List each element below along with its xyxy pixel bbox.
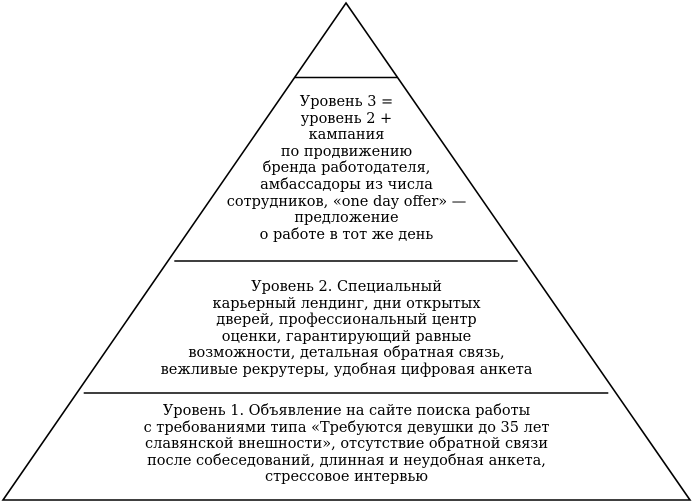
level-3-line: бренда работодателя, xyxy=(262,160,431,177)
level-3-line: сотрудников, «one day offer» — xyxy=(226,193,467,210)
level-3-line: по продвижению xyxy=(280,143,413,160)
level-2-description xyxy=(140,279,553,379)
level-1-line: с требованиями типа «Требуются девушки до 35 лет xyxy=(143,419,550,436)
level-3-line: амбассадоры из числа xyxy=(260,176,433,193)
level-2-line: вежливые рекрутеры, удобная цифровая анкета xyxy=(160,361,533,378)
level-3-line: уровень 2 + xyxy=(300,110,393,127)
level-1-description xyxy=(100,403,593,486)
level-3-line: Уровень 3 = xyxy=(299,94,394,110)
level-3-line: кампания xyxy=(308,127,385,144)
level-2-line: возможности, детальная обратная связь, xyxy=(188,345,505,362)
level-3-line: предложение xyxy=(294,210,399,227)
level-1-line: славянской внешности», отсутствие обратной связи xyxy=(145,436,548,453)
level-2-line: оценки, гарантирующий равные xyxy=(221,328,472,345)
level-2-line: дверей, профессиональный центр xyxy=(216,312,477,329)
level-3-description xyxy=(175,94,518,243)
level-1-line: стрессовое интервью xyxy=(265,469,428,486)
level-3-line: о работе в тот же день xyxy=(259,226,434,243)
level-2-line: Уровень 2. Специальный xyxy=(251,279,442,295)
level-2-line: карьерный лендинг, дни открытых xyxy=(212,295,481,312)
level-1-line: Уровень 1. Объявление на сайте поиска работы xyxy=(162,403,531,419)
level-1-line: после собеседований, длинная и неудобная анкета, xyxy=(147,452,546,469)
